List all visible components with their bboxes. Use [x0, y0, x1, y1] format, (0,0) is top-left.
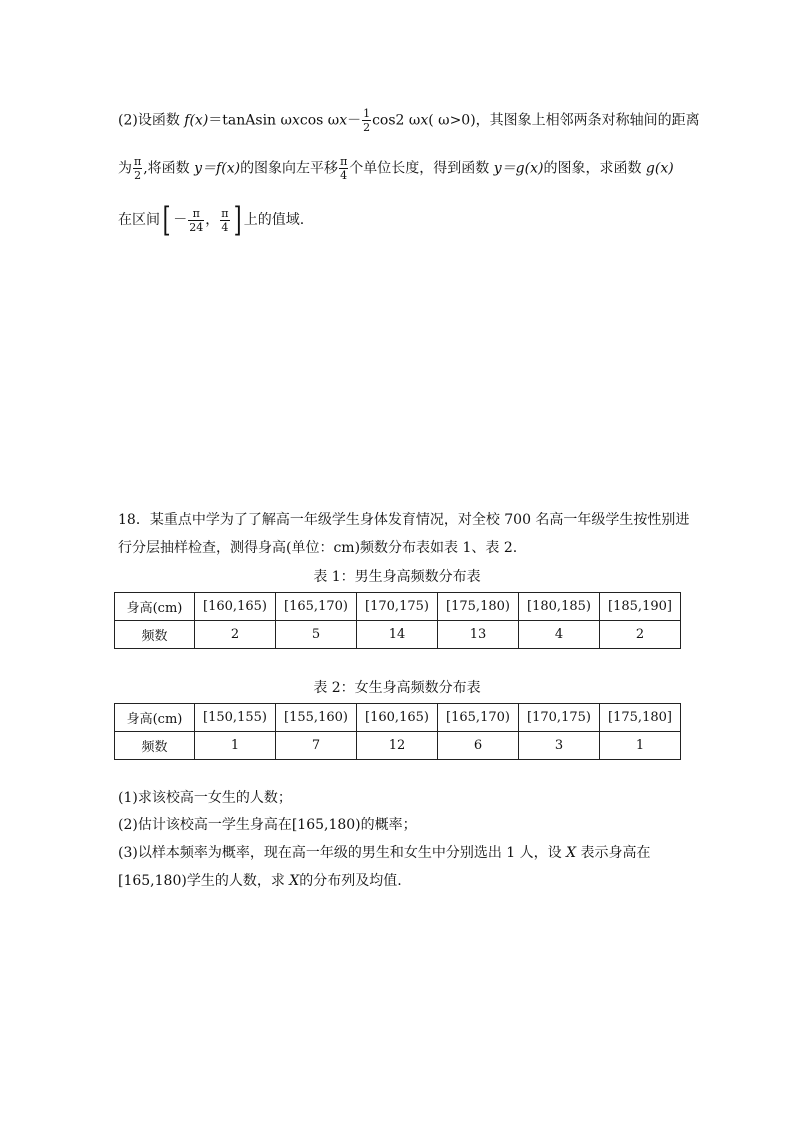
text: ， — [205, 212, 220, 228]
text: 表示身高在 — [576, 845, 651, 861]
table-cell: [160,165) — [357, 704, 438, 732]
denominator: 2 — [134, 169, 142, 182]
table-cell: [155,160) — [276, 704, 357, 732]
numerator: π — [192, 206, 200, 220]
numerator: π — [221, 206, 229, 220]
math-y-gx: y＝g(x) — [493, 160, 544, 177]
table-cell: [175,180] — [600, 704, 681, 732]
table-row — [115, 621, 681, 649]
text: cos2 — [372, 112, 409, 129]
text: [165,180)学生的人数，求 — [118, 873, 290, 889]
text: 的图象，求函数 — [543, 160, 646, 177]
math-omega: ω — [327, 112, 340, 129]
table-cell: [165,170) — [438, 704, 519, 732]
table-row — [115, 704, 681, 732]
q18-sub1: (1)求该校高一女生的人数； — [118, 790, 292, 806]
table-header-cell: 身高(cm) — [115, 593, 195, 621]
table-cell: 6 — [438, 732, 519, 760]
text: cos — [299, 112, 328, 129]
text: 在区间 — [118, 212, 160, 228]
q18-sub2: (2)估计该校高一学生身高在[165,180)的概率； — [118, 817, 417, 833]
fraction-pi-over-24 — [188, 207, 204, 234]
math-x: x — [291, 112, 300, 129]
table-row — [115, 593, 681, 621]
denominator: 4 — [340, 169, 348, 182]
table-cell: [150,155) — [195, 704, 276, 732]
text: 的图象向左平移 — [240, 160, 339, 177]
table-cell: 12 — [357, 732, 438, 760]
numerator: π — [134, 155, 142, 168]
math-x: x — [339, 112, 348, 129]
q18-stem-line1: 18．某重点中学为了了解高一年级学生身体发育情况，对全校 700 名高一年级学生按性别进 — [118, 512, 690, 528]
table2-caption: 表 2：女生身高频数分布表 — [313, 680, 481, 696]
table-cell: 5 — [276, 621, 357, 649]
q17-part2-line1 — [118, 107, 700, 134]
math-X: X — [289, 873, 300, 889]
text: 为 — [118, 160, 132, 177]
q17-part2-line2 — [118, 155, 674, 182]
table-header-cell: 频数 — [115, 621, 195, 649]
math-y-fx: y＝f(x) — [194, 160, 241, 177]
text: ,将函数 — [143, 160, 195, 177]
table-cell: [180,185) — [519, 593, 600, 621]
table-cell: 1 — [195, 732, 276, 760]
table-cell: 1 — [600, 732, 681, 760]
table-header-cell: 频数 — [115, 732, 195, 760]
table-cell: 2 — [600, 621, 681, 649]
left-bracket: [ — [162, 200, 171, 240]
table-cell: [165,170) — [276, 593, 357, 621]
denominator: 24 — [189, 220, 204, 234]
fraction-pi-over-2 — [133, 155, 142, 182]
table-cell: [170,175) — [519, 704, 600, 732]
table-row — [115, 732, 681, 760]
text: 上的值域. — [243, 212, 305, 228]
q18-sub3-line2 — [118, 871, 402, 891]
table-cell: [160,165) — [195, 593, 276, 621]
math-omega: ω — [280, 112, 292, 129]
math-x: x — [420, 112, 429, 129]
q18-sub3-line1 — [118, 843, 651, 863]
text: ( ω>0)，其图象上相邻两条对称轴间的距离 — [428, 112, 700, 129]
denominator: 2 — [363, 121, 371, 134]
right-bracket: ] — [233, 200, 242, 240]
text: － — [347, 112, 362, 129]
table-cell: 4 — [519, 621, 600, 649]
numerator: π — [340, 155, 348, 168]
table-header-cell: 身高(cm) — [115, 704, 195, 732]
text: ＝tanAsin — [208, 112, 281, 129]
math-X: X — [566, 845, 577, 861]
table-cell: 2 — [195, 621, 276, 649]
table-cell: [175,180) — [438, 593, 519, 621]
denominator: 4 — [221, 220, 229, 234]
fraction-pi-over-4-interval — [220, 207, 229, 234]
math-omega: ω — [408, 112, 421, 129]
text: (2)设函数 — [118, 112, 185, 129]
fraction-pi-over-4 — [339, 155, 348, 182]
table-cell: 13 — [438, 621, 519, 649]
table2-female-height-frequency — [114, 703, 681, 760]
math-fx: f(x) — [184, 112, 209, 129]
fraction-half — [362, 107, 371, 134]
q18-stem-line2: 行分层抽样检查，测得身高(单位：cm)频数分布表如表 1、表 2. — [118, 540, 518, 556]
table-cell: [185,190] — [600, 593, 681, 621]
text: (3)以样本频率为概率，现在高一年级的男生和女生中分别选出 1 人，设 — [118, 845, 567, 861]
table-cell: 7 — [276, 732, 357, 760]
text: 的分布列及均值. — [299, 873, 402, 889]
table-cell: 14 — [357, 621, 438, 649]
table1-male-height-frequency — [114, 592, 681, 649]
table-cell: 3 — [519, 732, 600, 760]
table-cell: [170,175) — [357, 593, 438, 621]
q17-part2-line3 — [118, 200, 305, 240]
text: 个单位长度，得到函数 — [349, 160, 494, 177]
math-gx: g(x) — [645, 160, 674, 177]
text: － — [173, 212, 188, 228]
numerator: 1 — [363, 107, 371, 120]
table1-caption: 表 1：男生身高频数分布表 — [313, 569, 481, 585]
